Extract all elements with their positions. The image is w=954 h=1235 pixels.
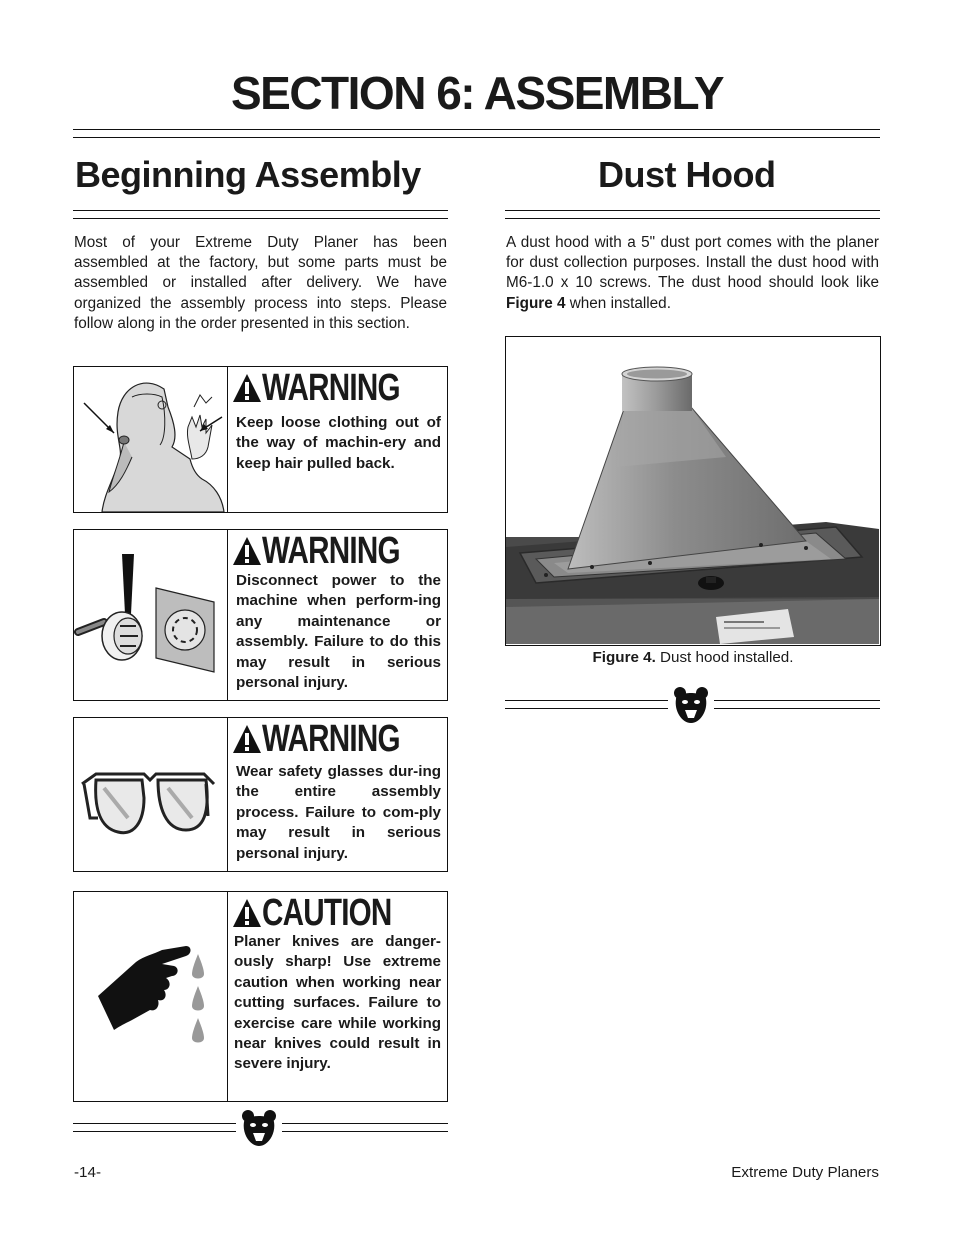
divider-line [73, 1131, 236, 1132]
dust-hood-photo [505, 336, 881, 646]
warning-label: WARNING [262, 367, 400, 409]
caution-label: CAUTION [262, 892, 392, 934]
bear-logo-icon [240, 1108, 278, 1148]
figure-caption [505, 649, 881, 666]
heading-rule-bottom [505, 218, 880, 219]
warning-box-power [73, 529, 448, 701]
warning-label: WARNING [262, 530, 400, 572]
caution-box-knives [73, 891, 448, 1102]
warning-label: WARNING [262, 718, 400, 760]
cut-finger-icon [74, 892, 228, 1101]
heading-rule-top [73, 210, 448, 211]
warning-header [232, 718, 444, 760]
warning-header [232, 530, 444, 572]
warning-text: Disconnect power to the machine when perform-ing any maintenance or assembly. Failure to do this may result in serious personal injury. [236, 572, 441, 692]
heading-rule-top [505, 210, 880, 211]
page-number: -14- [74, 1164, 102, 1181]
dust-hood-paragraph-text-end: when installed. [565, 294, 671, 312]
warning-header [232, 367, 444, 409]
figure-reference: Figure 4 [506, 294, 566, 312]
bear-logo-icon [672, 685, 710, 725]
title-rule-top [73, 129, 880, 130]
section-title: SECTION 6: ASSEMBLY [230, 67, 724, 119]
dust-hood-paragraph-text: A dust hood with a 5" dust port comes with the planer for dust collection purposes. Install the dust hood with M6-1.0 x 10 screws. The dust hood should look like [506, 234, 879, 292]
manual-title: Extreme Duty Planers [731, 1164, 879, 1181]
warning-triangle-icon [232, 536, 262, 566]
title-rule-bottom [73, 137, 880, 138]
beginning-assembly-heading: Beginning Assembly [75, 154, 421, 195]
figure-label: Figure 4. [592, 649, 656, 666]
divider-line [282, 1131, 448, 1132]
hair-clothing-icon [74, 367, 228, 512]
divider-line [282, 1123, 448, 1124]
intro-paragraph: Most of your Extreme Duty Planer has been assembled at the factory, but some parts must be assembled or installed after delivery. We have organized the assembly process into steps. Please follow along in the order presented in this section. [74, 234, 447, 332]
power-plug-icon [74, 530, 228, 700]
warning-box-clothing [73, 366, 448, 513]
warning-box-glasses [73, 717, 448, 872]
divider-line [714, 708, 880, 709]
dust-hood-paragraph [506, 233, 879, 314]
safety-glasses-icon [74, 718, 228, 871]
heading-rule-bottom [73, 218, 448, 219]
divider-line [505, 700, 668, 701]
dust-hood-heading: Dust Hood [598, 154, 776, 195]
figure-caption-text: Dust hood installed. [655, 649, 794, 666]
divider-line [714, 700, 880, 701]
divider-line [505, 708, 668, 709]
caution-header [232, 892, 444, 934]
warning-triangle-icon [232, 373, 262, 403]
warning-text: Wear safety glasses dur-ing the entire assembly process. Failure to com-ply may result in serious personal injury. [236, 763, 441, 862]
warning-triangle-icon [232, 724, 262, 754]
warning-triangle-icon [232, 898, 262, 928]
caution-text: Planer knives are danger-ously sharp! Use extreme caution when working near cutting surfaces. Failure to exercise care while working near knives could result in severe injury. [234, 933, 441, 1073]
divider-line [73, 1123, 236, 1124]
warning-text: Keep loose clothing out of the way of machin-ery and keep hair pulled back. [236, 414, 441, 472]
